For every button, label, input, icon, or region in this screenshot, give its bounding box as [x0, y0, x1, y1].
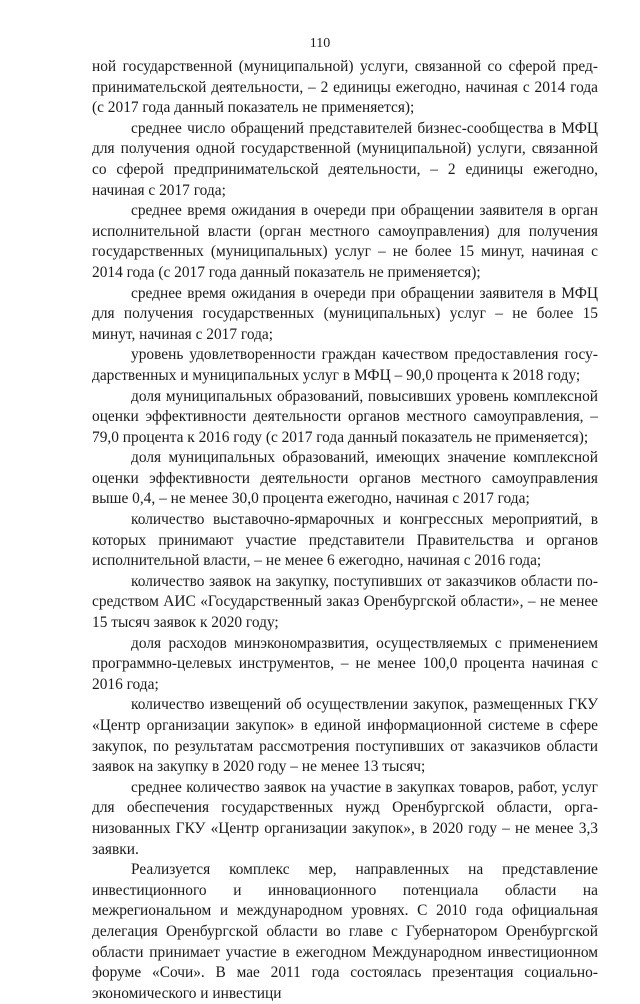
paragraph: Реализуется комплекс мер, направленных на представление инвестиционного и инновационного потенциала области на межрегиональном и международном уровнях. С 2010 года официальная делегация Оренбургской области во главе с Губернатором Оренбургской области принимает участие в ежегодном Международном инвестиционном форуме «Сочи». В мае 2011 года состоялась презентация социально-экономического и инвестици: [92, 861, 598, 1002]
document-body: [92, 57, 598, 1004]
paragraph: среднее время ожидания в очереди при обращении заявителя в МФЦ для получения государственных (муниципальных) услуг – не более 15 минут, начиная с 2017 года;: [92, 284, 598, 343]
paragraph: доля муниципальных образований, имеющих значение комплексной оценки эффективности деятельности органов местного самоуправления выше 0,4, – не менее 30,0 процента ежегодно, начиная с 2017 года;: [92, 449, 598, 508]
paragraph: доля расходов минэкономразвития, осуществляемых с применением программно-целевых инструментов, – не менее 100,0 процента начиная с 2016 года;: [92, 634, 598, 693]
paragraph: количество заявок на закупку, поступивших от заказчиков области посредством АИС «Государственный заказ Оренбургской области», – не менее 15 тысяч заявок к 2020 году;: [92, 572, 598, 632]
paragraph: доля муниципальных образований, повысивших уровень комплексной оценки эффективности деятельности органов местного самоуправления, – 79,0 процента к 2016 году (с 2017 года данный показатель не применяется);: [92, 387, 598, 446]
paragraph: количество извещений об осуществлении закупок, размещенных ГКУ «Центр организации закупок» в единой информационной системе в сфере закупок, по результатам рассмотрения поступивших от заказчиков области заявок на закупку в 2020 году – не менее 13 тысяч;: [92, 696, 598, 776]
paragraph: среднее количество заявок на участие в закупках товаров, работ, услуг для обеспечения государственных нужд Оренбургской области, организованных ГКУ «Центр организации закупок», в 2020 году – не менее 3,3 заявки.: [92, 778, 598, 858]
paragraph: среднее время ожидания в очереди при обращении заявителя в орган исполнительной власти (орган местного самоуправления) для получения государственных (муниципальных) услуг – не более 15 минут, начиная с 2014 года (с 2017 года данный показатель не применяется);: [92, 202, 598, 281]
page-number: 110: [309, 36, 331, 51]
paragraph: ной государственной (муниципальной) услуги, связанной со сферой предпринимательской деятельности, – 2 единицы ежегодно, начиная с 2014 года (с 2017 года данный показатель не применяется);: [92, 58, 598, 117]
paragraph: уровень удовлетворенности граждан качеством предоставления государственных и муниципальных услуг в МФЦ – 90,0 процента к 2018 году;: [92, 346, 598, 384]
paragraph: количество выставочно-ярмарочных и конгрессных мероприятий, в которых принимают участие представители Правительства и органов исполнительной власти, – не менее 6 ежегодно, начиная с 2016 года;: [92, 511, 598, 570]
paragraph: среднее число обращений представителей бизнес-сообщества в МФЦ для получения одной государственной (муниципальной) услуги, связанной со сферой предпринимательской деятельности, – 2 единицы ежегодно, начиная с 2017 года;: [92, 119, 598, 199]
